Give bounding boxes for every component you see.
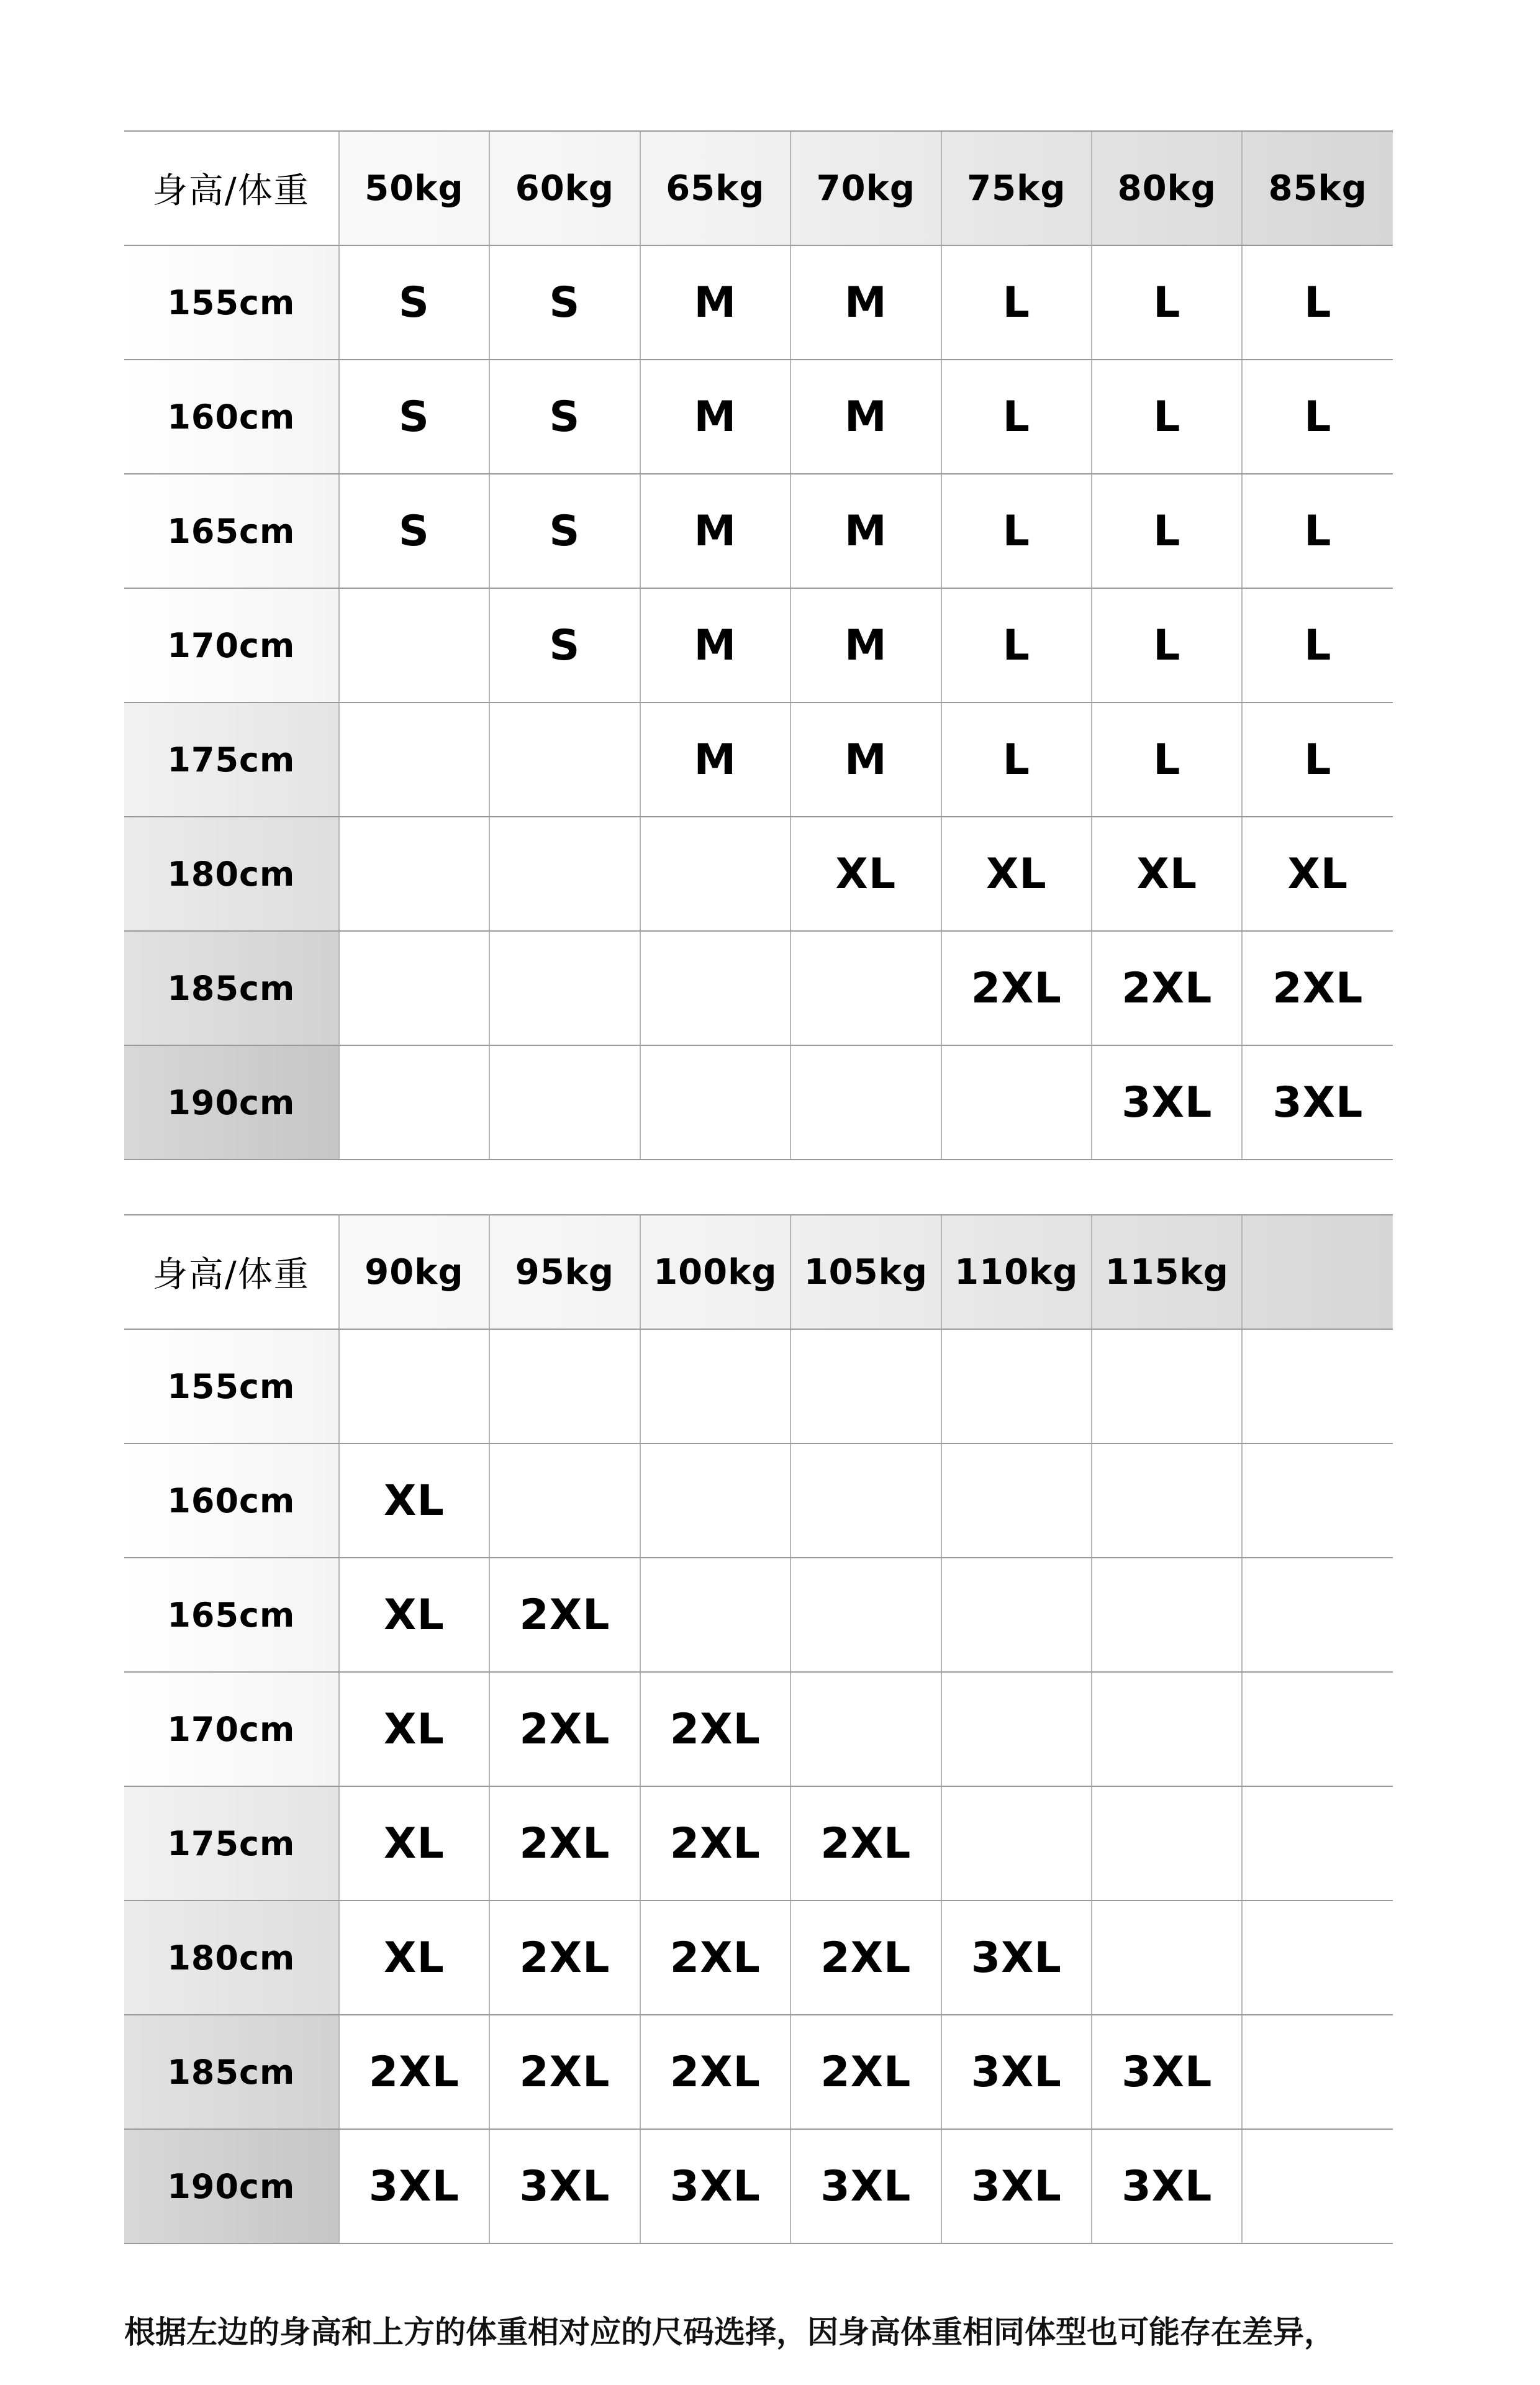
height-label: 180cm <box>124 817 339 931</box>
size-cell: S <box>339 474 489 588</box>
size-cell <box>640 817 790 931</box>
size-cell <box>640 931 790 1045</box>
size-cell: M <box>640 360 790 474</box>
table-body <box>124 1329 1393 2243</box>
size-cell <box>941 1558 1092 1672</box>
size-cell <box>339 702 489 817</box>
table-row <box>124 2015 1393 2129</box>
size-cell: M <box>640 588 790 702</box>
size-cell <box>1242 1672 1393 1786</box>
size-cell <box>339 1329 489 1443</box>
size-cell <box>339 588 489 702</box>
table-row <box>124 1901 1393 2015</box>
size-cell: 2XL <box>640 1786 790 1901</box>
size-cell <box>1242 2129 1393 2243</box>
table-row <box>124 1558 1393 1672</box>
size-cell: M <box>790 702 941 817</box>
table-header <box>124 1215 1393 1329</box>
size-cell: L <box>1242 588 1393 702</box>
size-cell <box>790 1329 941 1443</box>
size-cell: M <box>790 588 941 702</box>
size-cell: 3XL <box>941 2015 1092 2129</box>
table-row <box>124 1329 1393 1443</box>
weight-header: 105kg <box>790 1215 941 1329</box>
size-cell: 2XL <box>640 2015 790 2129</box>
table-row <box>124 931 1393 1045</box>
size-cell: 2XL <box>489 1558 640 1672</box>
size-cell: XL <box>339 1901 489 2015</box>
size-cell: L <box>1242 245 1393 360</box>
size-cell: 2XL <box>1092 931 1242 1045</box>
size-cell: 2XL <box>489 1672 640 1786</box>
size-cell: M <box>790 360 941 474</box>
size-cell: 3XL <box>339 2129 489 2243</box>
size-cell: L <box>1092 245 1242 360</box>
height-label: 155cm <box>124 245 339 360</box>
size-cell: M <box>640 702 790 817</box>
table-row <box>124 817 1393 931</box>
size-cell: L <box>1092 588 1242 702</box>
size-cell <box>1242 1443 1393 1558</box>
size-cell <box>1242 1558 1393 1672</box>
height-label: 165cm <box>124 474 339 588</box>
size-cell: L <box>1092 360 1242 474</box>
size-cell <box>1092 1901 1242 2015</box>
size-cell: S <box>339 245 489 360</box>
weight-header: 50kg <box>339 131 489 245</box>
size-cell: XL <box>339 1786 489 1901</box>
size-cell: XL <box>339 1443 489 1558</box>
size-cell <box>339 1045 489 1160</box>
table-row <box>124 1786 1393 1901</box>
size-cell <box>489 1443 640 1558</box>
size-selection-footnote: 根据左边的身高和上方的体重相对应的尺码选择，因身高体重相同体型也可能存在差异， <box>124 2314 1335 2350</box>
size-cell <box>640 1329 790 1443</box>
size-cell <box>640 1558 790 1672</box>
size-cell: 3XL <box>640 2129 790 2243</box>
size-cell: L <box>941 245 1092 360</box>
size-cell: 2XL <box>640 1672 790 1786</box>
size-cell: 2XL <box>339 2015 489 2129</box>
size-cell: 2XL <box>1242 931 1393 1045</box>
size-cell: M <box>790 245 941 360</box>
size-cell: 3XL <box>1092 2129 1242 2243</box>
size-cell <box>1242 1901 1393 2015</box>
size-cell: L <box>941 702 1092 817</box>
size-cell <box>640 1045 790 1160</box>
height-label: 170cm <box>124 1672 339 1786</box>
weight-header: 80kg <box>1092 131 1242 245</box>
weight-header: 70kg <box>790 131 941 245</box>
height-label: 185cm <box>124 931 339 1045</box>
height-label: 160cm <box>124 1443 339 1558</box>
table-row <box>124 702 1393 817</box>
size-cell <box>1092 1672 1242 1786</box>
size-cell <box>640 1443 790 1558</box>
size-chart-table-1 <box>124 130 1393 1160</box>
size-cell <box>790 931 941 1045</box>
size-cell: 3XL <box>941 2129 1092 2243</box>
table-row <box>124 2129 1393 2243</box>
size-cell <box>790 1045 941 1160</box>
size-cell <box>941 1672 1092 1786</box>
table-row <box>124 245 1393 360</box>
size-cell: 3XL <box>790 2129 941 2243</box>
table-row <box>124 1443 1393 1558</box>
size-cell: 2XL <box>489 2015 640 2129</box>
size-cell <box>339 817 489 931</box>
size-chart-table-2 <box>124 1214 1393 2244</box>
size-cell <box>489 1329 640 1443</box>
size-cell: XL <box>941 817 1092 931</box>
size-cell: 2XL <box>640 1901 790 2015</box>
size-cell: L <box>1242 702 1393 817</box>
table-row <box>124 360 1393 474</box>
size-cell: XL <box>339 1672 489 1786</box>
size-cell: 2XL <box>489 1901 640 2015</box>
size-cell: L <box>1092 474 1242 588</box>
size-cell: 2XL <box>941 931 1092 1045</box>
weight-header: 85kg <box>1242 131 1393 245</box>
height-label: 170cm <box>124 588 339 702</box>
table-header <box>124 131 1393 245</box>
size-cell: M <box>640 245 790 360</box>
height-label: 180cm <box>124 1901 339 2015</box>
size-cell: 3XL <box>1242 1045 1393 1160</box>
height-label: 165cm <box>124 1558 339 1672</box>
size-cell <box>790 1443 941 1558</box>
header-row <box>124 131 1393 245</box>
size-cell: 2XL <box>790 1786 941 1901</box>
height-label: 190cm <box>124 1045 339 1160</box>
corner-label: 身高/体重 <box>124 131 339 245</box>
size-cell: XL <box>1242 817 1393 931</box>
size-cell: S <box>489 474 640 588</box>
size-cell <box>941 1443 1092 1558</box>
size-cell: L <box>1242 360 1393 474</box>
size-cell: L <box>1092 702 1242 817</box>
size-cell <box>941 1045 1092 1160</box>
size-cell: 2XL <box>790 2015 941 2129</box>
height-label: 155cm <box>124 1329 339 1443</box>
size-cell: S <box>339 360 489 474</box>
size-cell: L <box>1242 474 1393 588</box>
height-label: 160cm <box>124 360 339 474</box>
height-label: 175cm <box>124 702 339 817</box>
size-cell <box>1092 1786 1242 1901</box>
weight-header: 95kg <box>489 1215 640 1329</box>
size-cell: 2XL <box>790 1901 941 2015</box>
size-cell <box>941 1786 1092 1901</box>
size-cell <box>1092 1329 1242 1443</box>
size-cell <box>489 1045 640 1160</box>
weight-header: 100kg <box>640 1215 790 1329</box>
size-cell: XL <box>1092 817 1242 931</box>
size-cell: L <box>941 588 1092 702</box>
size-cell: S <box>489 360 640 474</box>
size-cell: XL <box>339 1558 489 1672</box>
size-cell <box>339 931 489 1045</box>
size-cell: S <box>489 588 640 702</box>
weight-header: 115kg <box>1092 1215 1242 1329</box>
size-cell <box>489 931 640 1045</box>
weight-header: 60kg <box>489 131 640 245</box>
size-cell: 3XL <box>1092 2015 1242 2129</box>
size-cell: 3XL <box>1092 1045 1242 1160</box>
size-cell <box>489 817 640 931</box>
header-row <box>124 1215 1393 1329</box>
size-cell: M <box>640 474 790 588</box>
size-cell: M <box>790 474 941 588</box>
weight-header <box>1242 1215 1393 1329</box>
size-cell <box>1092 1443 1242 1558</box>
size-cell: 3XL <box>941 1901 1092 2015</box>
size-cell <box>1242 1329 1393 1443</box>
size-cell: L <box>941 360 1092 474</box>
size-cell: L <box>941 474 1092 588</box>
size-cell <box>1242 2015 1393 2129</box>
height-label: 185cm <box>124 2015 339 2129</box>
size-cell: 3XL <box>489 2129 640 2243</box>
size-cell <box>1242 1786 1393 1901</box>
size-cell <box>790 1558 941 1672</box>
size-cell <box>1092 1558 1242 1672</box>
weight-header: 65kg <box>640 131 790 245</box>
weight-header: 75kg <box>941 131 1092 245</box>
table-body <box>124 245 1393 1160</box>
size-cell <box>489 702 640 817</box>
size-cell: S <box>489 245 640 360</box>
size-cell: XL <box>790 817 941 931</box>
size-cell <box>790 1672 941 1786</box>
weight-header: 90kg <box>339 1215 489 1329</box>
table-row <box>124 474 1393 588</box>
size-cell <box>941 1329 1092 1443</box>
table-row <box>124 588 1393 702</box>
size-cell: 2XL <box>489 1786 640 1901</box>
weight-header: 110kg <box>941 1215 1092 1329</box>
table-row <box>124 1672 1393 1786</box>
table-row <box>124 1045 1393 1160</box>
height-label: 175cm <box>124 1786 339 1901</box>
height-label: 190cm <box>124 2129 339 2243</box>
corner-label: 身高/体重 <box>124 1215 339 1329</box>
